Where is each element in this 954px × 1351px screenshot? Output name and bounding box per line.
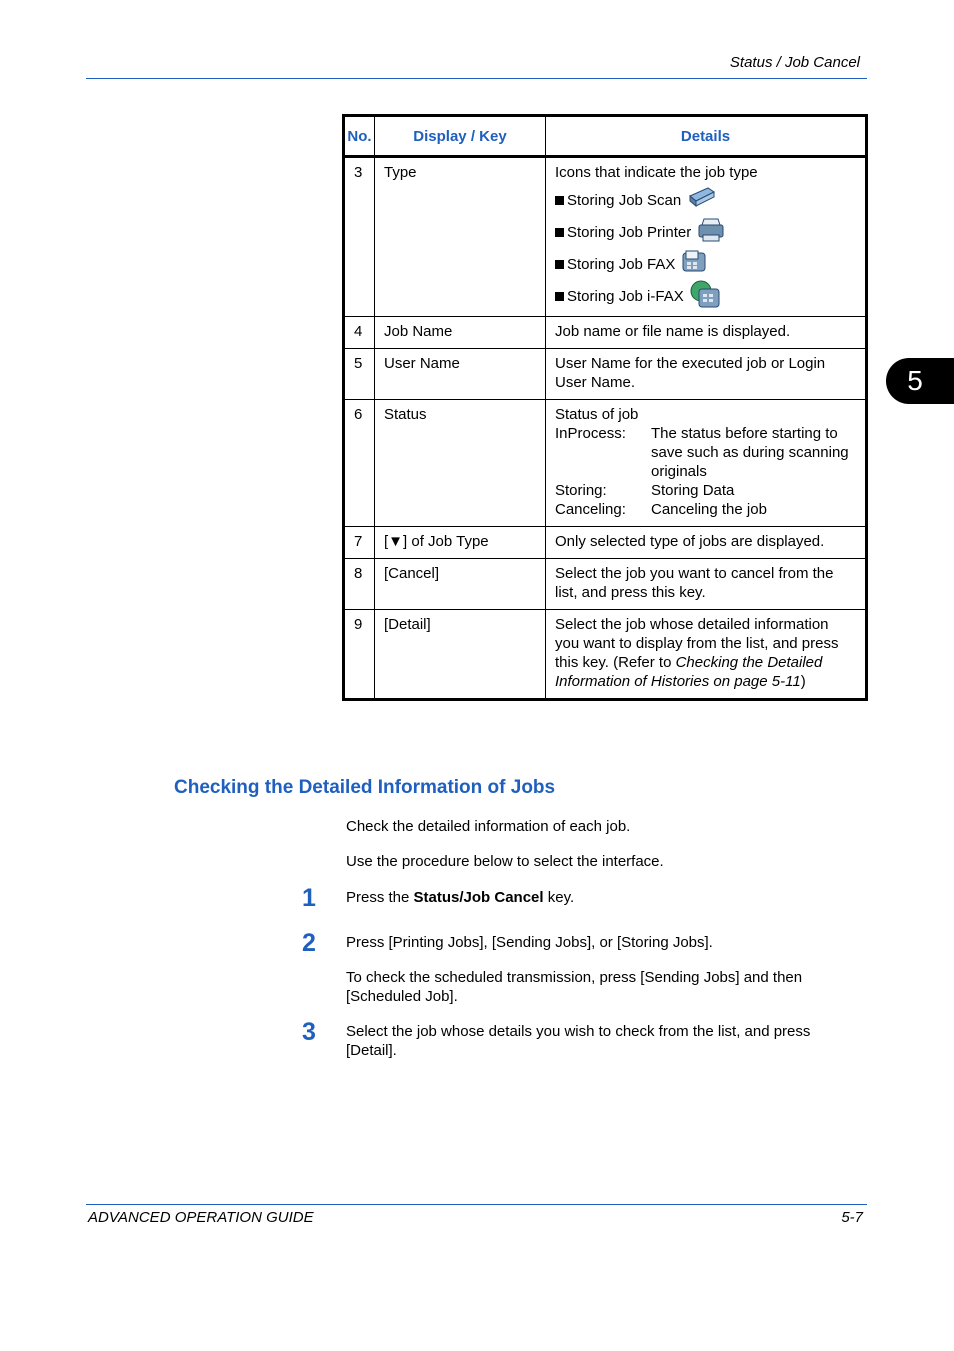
intro-text: Check the detailed information of each job.: [346, 818, 631, 835]
status-label: Storing:: [555, 482, 607, 499]
table-row: [344, 610, 867, 700]
row-key: [Detail]: [375, 610, 546, 700]
footer-guide-title: ADVANCED OPERATION GUIDE: [88, 1209, 314, 1226]
bullet-square: [555, 292, 564, 301]
display-key-table: [342, 114, 868, 701]
row-details: [546, 157, 867, 317]
step-text: Select the job whose details you wish to check from the list, and press [Detail].: [346, 1023, 811, 1059]
row-details: Job name or file name is displayed.: [546, 317, 867, 349]
type-item-printer: [555, 216, 856, 248]
type-item-ifax: [555, 280, 856, 312]
bullet-square: [555, 260, 564, 269]
status-label: InProcess:: [555, 425, 626, 442]
row-details: User Name for the executed job or Login User Name.: [546, 349, 867, 400]
footer-rule: [86, 1204, 867, 1205]
status-desc: Storing Data: [651, 482, 735, 499]
header-no: No.: [344, 116, 375, 157]
row-details: Only selected type of jobs are displayed.: [546, 527, 867, 559]
table-row: [344, 559, 867, 610]
step-text: [346, 888, 856, 907]
fax-icon: [680, 249, 710, 280]
details-intro: Icons that indicate the job type: [555, 164, 758, 181]
table-row: [344, 349, 867, 400]
row-details: [546, 610, 867, 700]
step-note: To check the scheduled transmission, press [Sending Jobs] and then [Scheduled Job].: [346, 969, 803, 1005]
key-name: Status/Job Cancel: [413, 889, 544, 906]
table-row: [344, 400, 867, 527]
bullet-square: [555, 228, 564, 237]
row-no: 3: [344, 157, 375, 317]
row-details: Select the job you want to cancel from the list, and press this key.: [546, 559, 867, 610]
cross-reference-link[interactable]: Checking the Detailed Information of Histories on page 5-11: [555, 654, 823, 690]
header-rule: [86, 78, 867, 79]
row-key: [▼] of Job Type: [375, 527, 546, 559]
scanner-icon: [686, 186, 716, 215]
step-number: 3: [302, 1018, 316, 1046]
step-number: 2: [302, 929, 316, 957]
header-details: Details: [546, 116, 867, 157]
step-text: Press [Printing Jobs], [Sending Jobs], or [Storing Jobs].: [346, 934, 713, 951]
row-key: User Name: [375, 349, 546, 400]
row-key: Job Name: [375, 317, 546, 349]
row-no: 8: [344, 559, 375, 610]
status-list: [555, 424, 856, 519]
row-no: 4: [344, 317, 375, 349]
type-label: Storing Job FAX: [567, 255, 676, 273]
status-desc: The status before starting to save such as during scanning originals: [651, 425, 849, 480]
details-text: ): [800, 673, 806, 690]
header-display-key: Display / Key: [375, 116, 546, 157]
row-no: 9: [344, 610, 375, 700]
step-text-part: Press the: [346, 889, 414, 906]
type-item-scan: [555, 184, 856, 216]
type-label: Storing Job Scan: [567, 191, 682, 209]
details-intro: Status of job: [555, 406, 639, 423]
row-details: [546, 400, 867, 527]
section-heading: Checking the Detailed Information of Jobs: [174, 777, 556, 798]
table-row: [344, 317, 867, 349]
row-key: [Cancel]: [375, 559, 546, 610]
chapter-tab: [886, 358, 954, 404]
row-key: Status: [375, 400, 546, 527]
details-text: Select the job whose detailed information you want to display from the list, and press this key. (Refer to: [555, 616, 839, 671]
bullet-square: [555, 196, 564, 205]
type-label: Storing Job i-FAX: [567, 287, 684, 305]
row-no: 5: [344, 349, 375, 400]
table-row: [344, 157, 867, 317]
row-no: 6: [344, 400, 375, 527]
step-text-part: key.: [543, 889, 575, 906]
row-key: Type: [375, 157, 546, 317]
table-header-row: [344, 116, 867, 157]
printer-icon: [696, 217, 726, 248]
status-desc: Canceling the job: [651, 501, 767, 518]
intro-text: Use the procedure below to select the interface.: [346, 853, 664, 870]
row-no: 7: [344, 527, 375, 559]
ifax-icon: [689, 279, 721, 314]
status-label: Canceling:: [555, 501, 626, 518]
chapter-number: 5: [907, 365, 923, 396]
step-number: 1: [302, 884, 316, 912]
table-row: [344, 527, 867, 559]
type-item-fax: [555, 248, 856, 280]
footer-page-number: 5-7: [841, 1209, 863, 1226]
page-header-title: Status / Job Cancel: [729, 54, 860, 71]
type-label: Storing Job Printer: [567, 223, 692, 241]
